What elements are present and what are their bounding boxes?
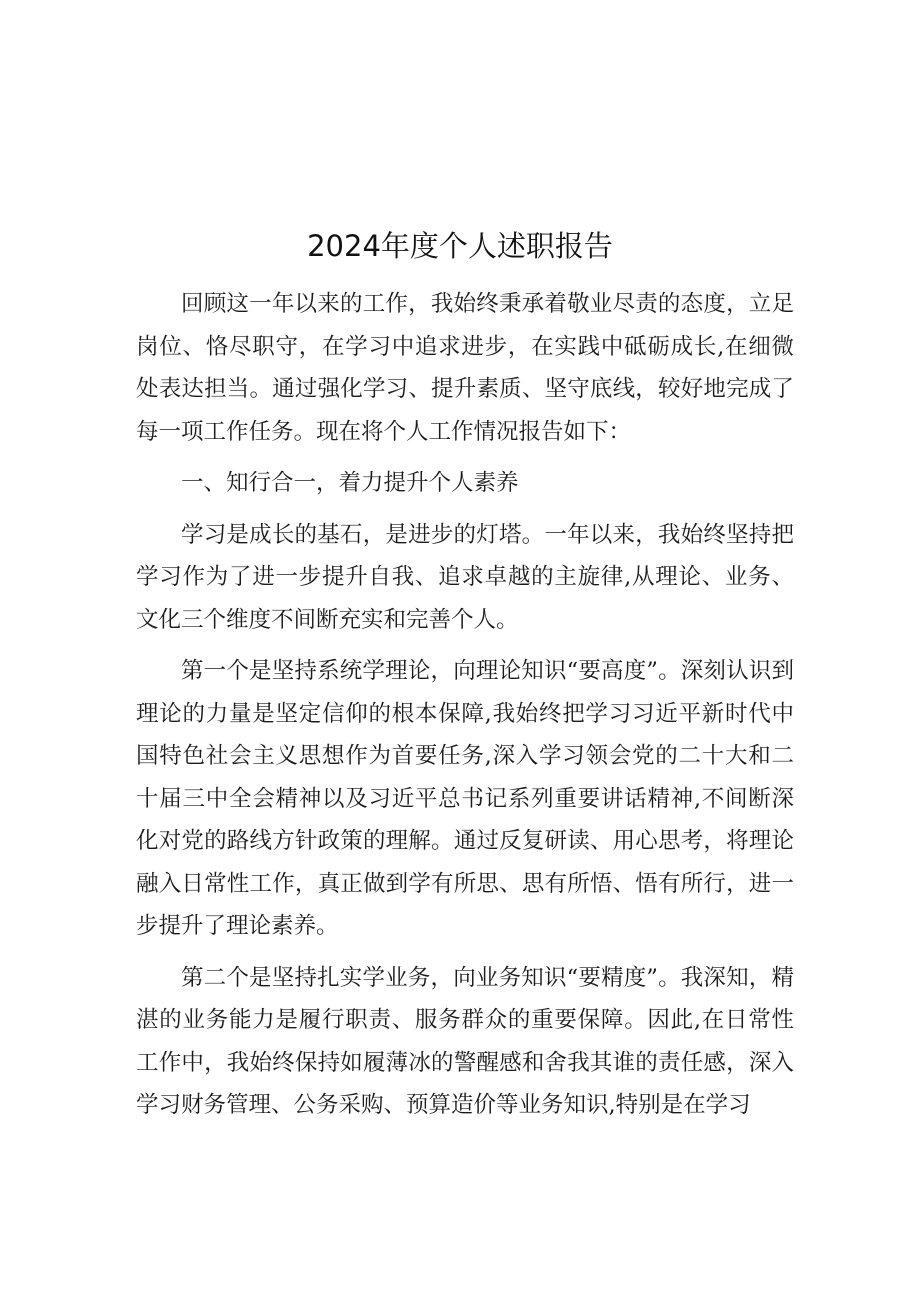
document-body [136, 283, 794, 1127]
paragraph-intro: 回顾这一年以来的工作，我始终秉承着敬业尽责的态度，立足岗位、恪尽职守，在学习中追求进步，在实践中砥砺成长,在细微处表达担当。通过强化学习、提升素质、坚守底线，较好地完成了每一项工作任务。现在将个人工作情况报告如下： [136, 291, 794, 445]
section-heading-1: 一、知行合一，着力提升个人素养 [181, 470, 519, 496]
paragraph-business: 第二个是坚持扎实学业务，向业务知识“要精度”。我深知，精湛的业务能力是履行职责、服务群众的重要保障。因此,在日常性工作中，我始终保持如履薄冰的警醒感和舍我其谁的责任感，深入学习财务管理、公务采购、预算造价等业务知识,特别是在学习 [136, 964, 794, 1118]
paragraph-theory: 第一个是坚持系统学理论，向理论知识“要高度”。深刻认识到理论的力量是坚定信仰的根本保障,我始终把学习习近平新时代中国特色社会主义思想作为首要任务,深入学习领会党的二十大和二十届三中全会精神以及习近平总书记系列重要讲话精神,不间断深化对党的路线方针政策的理解。通过反复研读、用心思考，将理论融入日常性工作，真正做到学有所思、思有所悟、悟有所行，进一步提升了理论素养。 [136, 658, 794, 939]
document-title: 2024年度个人述职报告 [307, 229, 613, 263]
paragraph-learning: 学习是成长的基石，是进步的灯塔。一年以来，我始终坚持把学习作为了进一步提升自我、追求卓越的主旋律,从理论、业务、文化三个维度不间断充实和完善个人。 [136, 521, 794, 633]
